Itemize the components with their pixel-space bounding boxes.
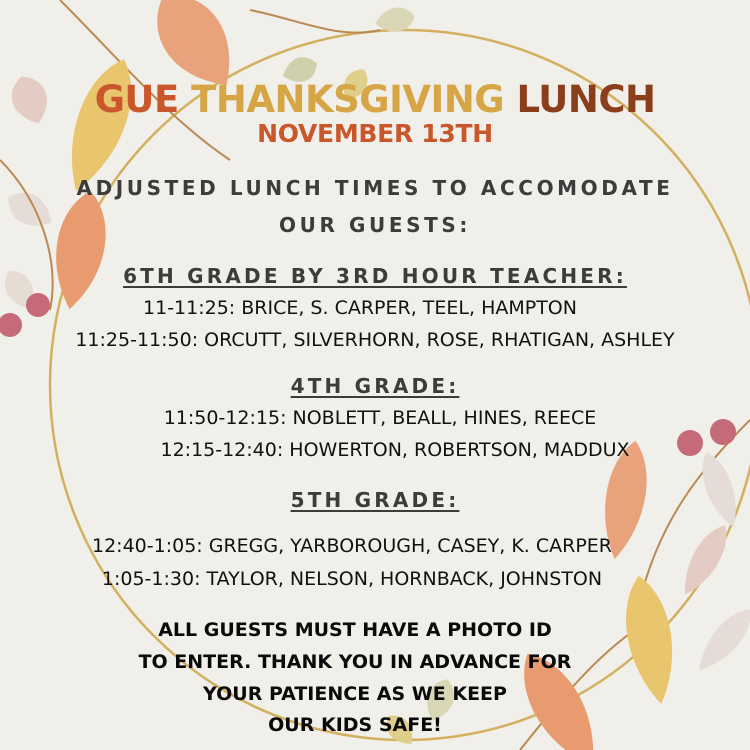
section-heading-5th-grade: 5TH GRADE: xyxy=(290,488,460,512)
intro-line: ADJUSTED LUNCH TIMES TO ACCOMODATE xyxy=(76,176,674,200)
schedule-line: 11-11:25: BRICE, S. CARPER, TEEL, HAMPTON xyxy=(143,297,577,319)
schedule-line: 12:40-1:05: GREGG, YARBOROUGH, CASEY, K. CARPER xyxy=(92,535,612,557)
intro-line: OUR GUESTS: xyxy=(279,213,471,237)
event-date: NOVEMBER 13TH xyxy=(257,119,493,148)
event-title xyxy=(0,78,750,121)
schedule-line: 11:25-11:50: ORCUTT, SILVERHORN, ROSE, RHATIGAN, ASHLEY xyxy=(75,329,675,351)
notice-line: YOUR PATIENCE AS WE KEEP xyxy=(203,683,507,705)
schedule-line: 11:50-12:15: NOBLETT, BEALL, HINES, REECE xyxy=(163,407,597,429)
notice-line: OUR KIDS SAFE! xyxy=(268,714,442,736)
schedule-line: 1:05-1:30: TAYLOR, NELSON, HORNBACK, JOHNSTON xyxy=(101,568,603,590)
notice-line: ALL GUESTS MUST HAVE A PHOTO ID xyxy=(158,619,552,641)
title-school: GUE xyxy=(94,78,179,121)
title-lunch: LUNCH xyxy=(516,78,656,121)
title-thanksgiving: THANKSGIVING xyxy=(191,78,505,121)
notice-line: TO ENTER. THANK YOU IN ADVANCE FOR xyxy=(138,651,572,673)
section-heading-4th-grade: 4TH GRADE: xyxy=(290,374,460,398)
section-heading-6th-grade: 6TH GRADE BY 3RD HOUR TEACHER: xyxy=(123,264,627,288)
schedule-line: 12:15-12:40: HOWERTON, ROBERTSON, MADDUX xyxy=(160,439,630,461)
